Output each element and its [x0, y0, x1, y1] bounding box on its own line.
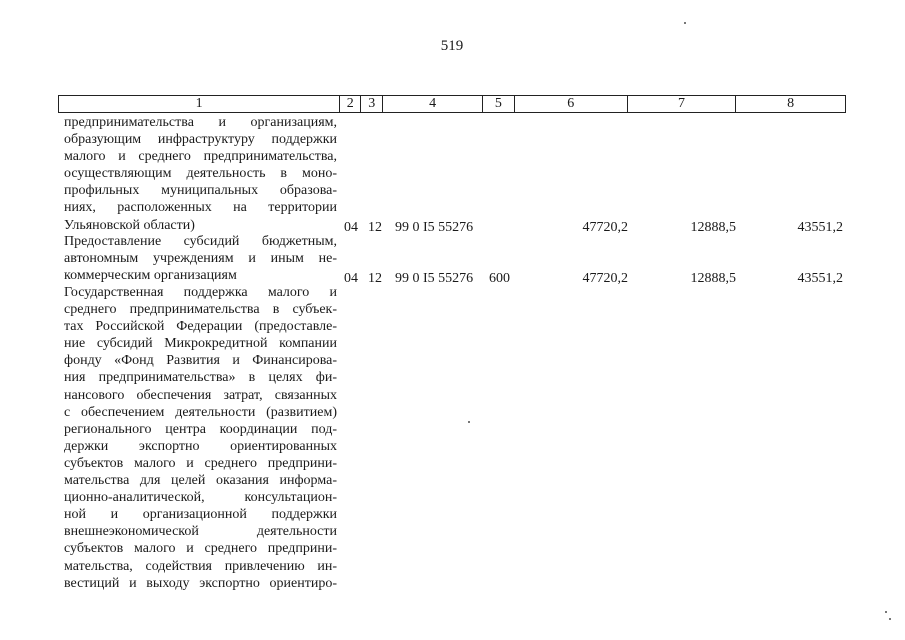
scan-speck [889, 618, 891, 620]
row2-amount-col6: 47720,2 [582, 271, 628, 286]
text-line: Предоставление субсидий бюджетным, [64, 234, 337, 249]
text-line: осуществляющим деятельность в моно- [64, 166, 337, 182]
text-line: коммерческим организациям [64, 268, 237, 284]
text-line: тах Российской Федерации (предоставле- [64, 319, 337, 335]
text-line: с обеспечением деятельности (развитием) [64, 404, 337, 420]
header-col-1: 1 [59, 96, 340, 112]
text-line: держки экспортно ориентированных [64, 438, 337, 454]
row2-amount-col8: 43551,2 [797, 271, 843, 286]
header-col-2: 2 [340, 96, 361, 112]
row1-amount-col8: 43551,2 [797, 220, 843, 235]
text-line: малого и среднего предпринимательства, [64, 149, 337, 165]
row2-section-code: 04 [344, 271, 358, 286]
header-col-5: 5 [483, 96, 515, 112]
row2-amount-col7: 12888,5 [690, 271, 736, 286]
scan-speck [885, 611, 887, 613]
row2-subsection-code: 12 [368, 271, 382, 286]
row1-target-article: 99 0 I5 55276 [395, 220, 474, 235]
row2-expense-type: 600 [489, 271, 510, 286]
row-description-subsidies [64, 233, 337, 284]
text-line: ниях, расположенных на территории [64, 200, 337, 216]
text-line: ния предпринимательства» в целях фи- [64, 370, 337, 386]
text-line: образующим инфраструктуру поддержки [64, 132, 337, 148]
text-line: профильных муниципальных образова- [64, 183, 337, 199]
row1-amount-col6: 47720,2 [582, 220, 628, 235]
text-line: регионального центра координации под- [64, 421, 337, 437]
header-col-6: 6 [515, 96, 628, 112]
text-line: среднего предпринимательства в субъек- [64, 302, 337, 318]
text-line: внешнеэкономической деятельности [64, 524, 337, 540]
text-line: фонду «Фонд Развития и Финансирова- [64, 353, 337, 369]
header-col-4: 4 [383, 96, 483, 112]
header-col-3: 3 [361, 96, 383, 112]
text-line: мательства, содействия привлечению ин- [64, 558, 337, 574]
text-line: мательства для целей оказания информа- [64, 473, 337, 489]
text-line: автономным учреждениям и иным не- [64, 251, 337, 267]
text-line: ние субсидий Микрокредитной компании [64, 336, 337, 352]
text-line: Государственная поддержка малого и [64, 285, 337, 300]
row1-subsection-code: 12 [368, 220, 382, 235]
table-header-row [58, 95, 846, 113]
row1-section-code: 04 [344, 220, 358, 235]
row-description-state-support [64, 284, 337, 592]
text-line: Ульяновской области) [64, 217, 195, 233]
page-number: 519 [440, 38, 464, 54]
scan-speck [684, 22, 686, 24]
row1-amount-col7: 12888,5 [690, 220, 736, 235]
row2-target-article: 99 0 I5 55276 [395, 271, 474, 286]
text-line: вестиций и выходу экспортно ориентиро- [64, 575, 337, 591]
scan-speck [468, 421, 470, 423]
text-line: ционно-аналитической, консультацион- [64, 490, 337, 506]
text-line: субъектов малого и среднего предприни- [64, 541, 337, 557]
header-col-7: 7 [628, 96, 737, 112]
text-line: ной и организационной поддержки [64, 507, 337, 523]
text-line: субъектов малого и среднего предприни- [64, 455, 337, 471]
text-line: нансового обеспечения затрат, связанных [64, 387, 337, 403]
row-description-continued [64, 114, 337, 234]
text-line: предпринимательства и организациям, [64, 115, 337, 130]
header-col-8: 8 [787, 96, 795, 111]
